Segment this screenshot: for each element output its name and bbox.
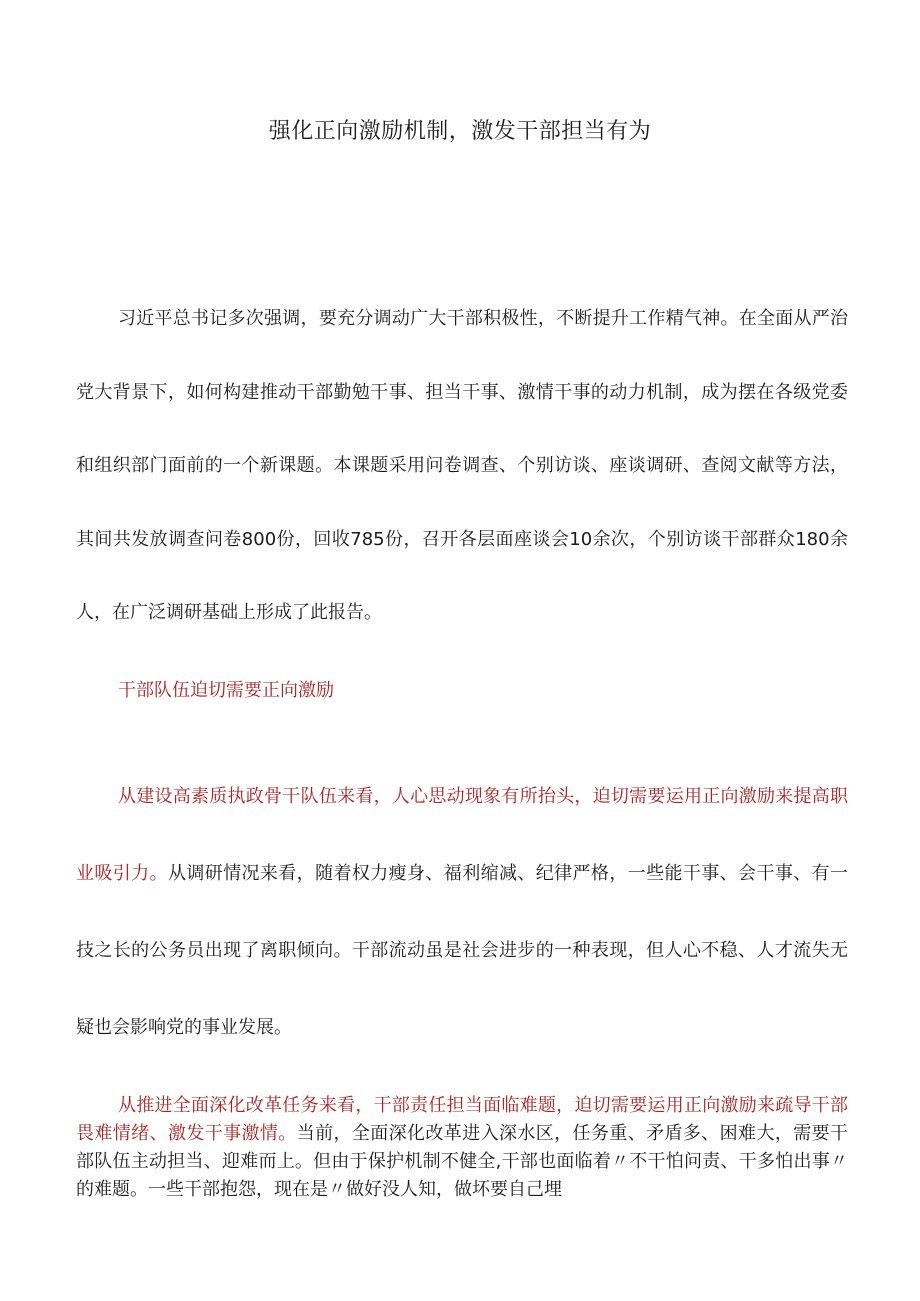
intro-paragraph: 习近平总书记多次强调，要充分调动广大干部积极性，不断提升工作精气神。在全面从严治党大背景下，如何构建推动干部勤勉干事、担当干事、激情干事的动力机制，成为摆在各级党委和组织部门面前的一个新课题。本课题采用问卷调查、个别访谈、座谈调研、查阅文献等方法，其间共发放调查问卷800份，回收785份，召开各层面座谈会10余次，个别访谈干部群众180余人，在广泛调研基础上形成了此报告。 <box>76 308 848 623</box>
paragraph-3-block <box>76 1092 848 1204</box>
paragraph-3-highlight: 从推进全面深化改革任务来看，干部责任担当面临难题，迫切需要运用正向激励来疏导干部畏难情绪、激发干事激情。 <box>76 1095 848 1144</box>
paragraph-3-body: 当前，全面深化改革进入深水区，任务重、矛盾多、困难大，需要干部队伍主动担当、迎难而上。但由于保护机制不健全,干部也面临着〃不干怕问责、干多怕出事〃的难题。一些干部抱怨，现在是〃做好没人知，做坏要自己埋 <box>76 1123 849 1200</box>
section-heading: 干部队伍迫切需要正向激励 <box>118 680 334 701</box>
paragraph-3 <box>76 1092 848 1204</box>
paragraph-2-body: 从调研情况来看，随着权力瘦身、福利缩减、纪律严格，一些能干事、会干事、有一技之长的公务员出现了离职倾向。干部流动虽是社会进步的一种表现，但人心不稳、人才流失无疑也会影响党的事业发展。 <box>76 863 848 1038</box>
paragraph-2 <box>76 758 848 1066</box>
paragraph-2-highlight: 从建设高素质执政骨干队伍来看，人心思动现象有所抬头，迫切需要运用正向激励来提高职业吸引力。 <box>76 786 848 884</box>
document-title: 强化正向激励机制，激发干部担当有为 <box>268 119 652 144</box>
intro-paragraph-block <box>76 282 848 650</box>
paragraph-2-block <box>76 758 848 1066</box>
section-heading-block <box>76 673 848 709</box>
